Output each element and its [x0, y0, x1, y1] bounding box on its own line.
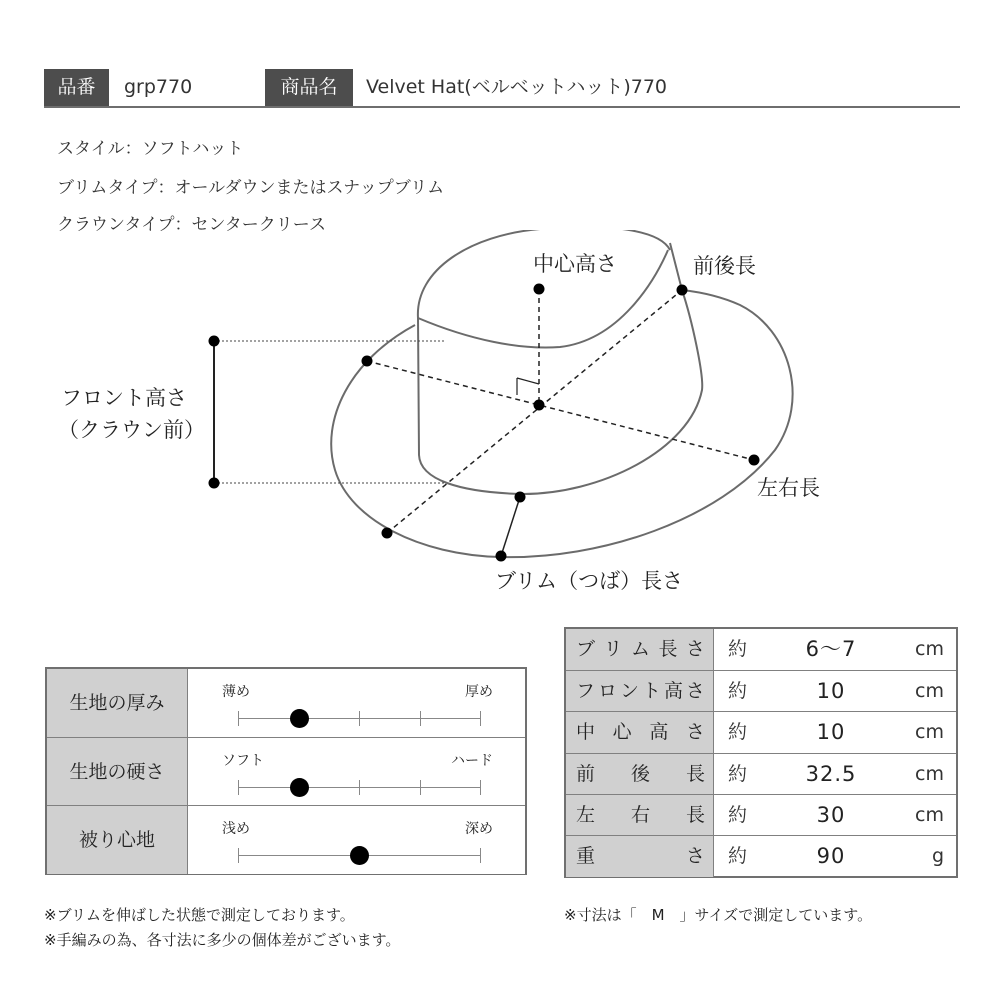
fabric-properties-table	[45, 667, 527, 875]
approx-marker: 約	[728, 845, 748, 867]
note-size-measured: ※寸法は「 M 」サイズで測定しています。	[564, 906, 873, 924]
label-brim-length: ブリム（つば）長さ	[495, 569, 684, 593]
product-name-label: 商品名	[265, 69, 353, 106]
spec-crown-type: クラウンタイプ：センタークリース	[57, 215, 326, 235]
approx-marker: 約	[728, 762, 748, 785]
scale-tick	[238, 848, 239, 863]
product-code-label: 品番	[44, 69, 109, 106]
label-front-height-sub: （クラウン前）	[58, 418, 205, 442]
approx-marker: 約	[728, 680, 748, 703]
scale-track	[238, 787, 480, 788]
scale-tick	[238, 780, 239, 795]
product-name-value: Velvet Hat(ベルベットハット)770	[366, 76, 668, 98]
scale-tick	[420, 780, 421, 795]
approx-marker: 約	[728, 803, 748, 826]
measurement-label: 中 心 高 さ	[566, 712, 714, 753]
measurement-label: フ ロ ン ト 高 さ	[566, 671, 714, 712]
scale-tick	[480, 780, 481, 795]
measurement-unit: cm	[915, 721, 944, 744]
scale-tick	[420, 711, 421, 726]
product-code-value: grp770	[124, 76, 193, 98]
measurement-unit: g	[931, 845, 944, 867]
scale-marker-dot	[290, 778, 309, 797]
measurement-value: 90	[816, 844, 846, 868]
scale-min-label: 浅め	[222, 821, 250, 837]
scale-tick	[238, 711, 239, 726]
scale-tick	[359, 711, 360, 726]
measurement-unit: cm	[915, 680, 944, 703]
measurement-value: 6～7	[805, 637, 857, 661]
scale-track	[238, 855, 480, 856]
measurement-value: 10	[816, 679, 846, 704]
measurement-unit: cm	[915, 762, 944, 785]
measurement-label: 重 さ	[566, 836, 714, 877]
scale-tick	[480, 711, 481, 726]
label-front-back-length: 前後長	[693, 254, 756, 278]
fabric-property-label: 生地の厚み	[47, 669, 188, 737]
measurement-row	[566, 670, 956, 712]
measurement-unit: cm	[915, 638, 944, 660]
fabric-scale	[188, 806, 525, 874]
note-brim-stretched: ※ブリムを伸ばした状態で測定しております。	[44, 906, 355, 924]
label-front-height: フロント高さ	[61, 386, 187, 410]
measurements-table	[564, 627, 958, 878]
measurement-value: 32.5	[805, 761, 857, 786]
fabric-property-label: 生地の硬さ	[47, 738, 188, 806]
approx-marker: 約	[728, 721, 748, 744]
measurement-row	[566, 629, 956, 670]
label-center-height: 中心高さ	[533, 252, 617, 276]
spec-style: スタイル：ソフトハット	[57, 139, 244, 159]
measurement-row	[566, 794, 956, 836]
scale-track	[238, 718, 480, 719]
fabric-scale	[188, 669, 525, 737]
measurement-label: ブ リ ム 長 さ	[566, 629, 714, 670]
scale-min-label: ソフト	[222, 753, 264, 769]
measurement-row	[566, 753, 956, 795]
fabric-scale	[188, 738, 525, 806]
approx-marker: 約	[728, 638, 748, 660]
product-header	[44, 69, 960, 106]
scale-marker-dot	[350, 846, 369, 865]
scale-max-label: 厚め	[465, 684, 493, 700]
measurement-row	[566, 711, 956, 753]
scale-max-label: ハード	[451, 753, 493, 769]
scale-max-label: 深め	[465, 821, 493, 837]
fabric-row	[47, 669, 525, 737]
scale-marker-dot	[290, 709, 309, 728]
measurement-label: 左 右 長	[566, 795, 714, 836]
scale-tick	[359, 780, 360, 795]
header-underline	[44, 106, 960, 108]
scale-min-label: 薄め	[222, 684, 250, 700]
fabric-row	[47, 805, 525, 874]
spec-brim-type: ブリムタイプ：オールダウンまたはスナップブリム	[57, 178, 445, 198]
scale-tick	[480, 848, 481, 863]
fabric-row	[47, 737, 525, 806]
label-left-right-length: 左右長	[757, 476, 820, 500]
hat-measurement-diagram	[0, 230, 1000, 610]
measurement-value: 10	[816, 720, 846, 745]
measurement-label: 前 後 長	[566, 754, 714, 795]
measurement-value: 30	[816, 802, 846, 827]
measurement-unit: cm	[915, 803, 944, 826]
fabric-property-label: 被り心地	[47, 806, 188, 874]
note-handmade-variance: ※手編みの為、各寸法に多少の個体差がございます。	[44, 931, 401, 949]
measurement-row	[566, 835, 956, 877]
